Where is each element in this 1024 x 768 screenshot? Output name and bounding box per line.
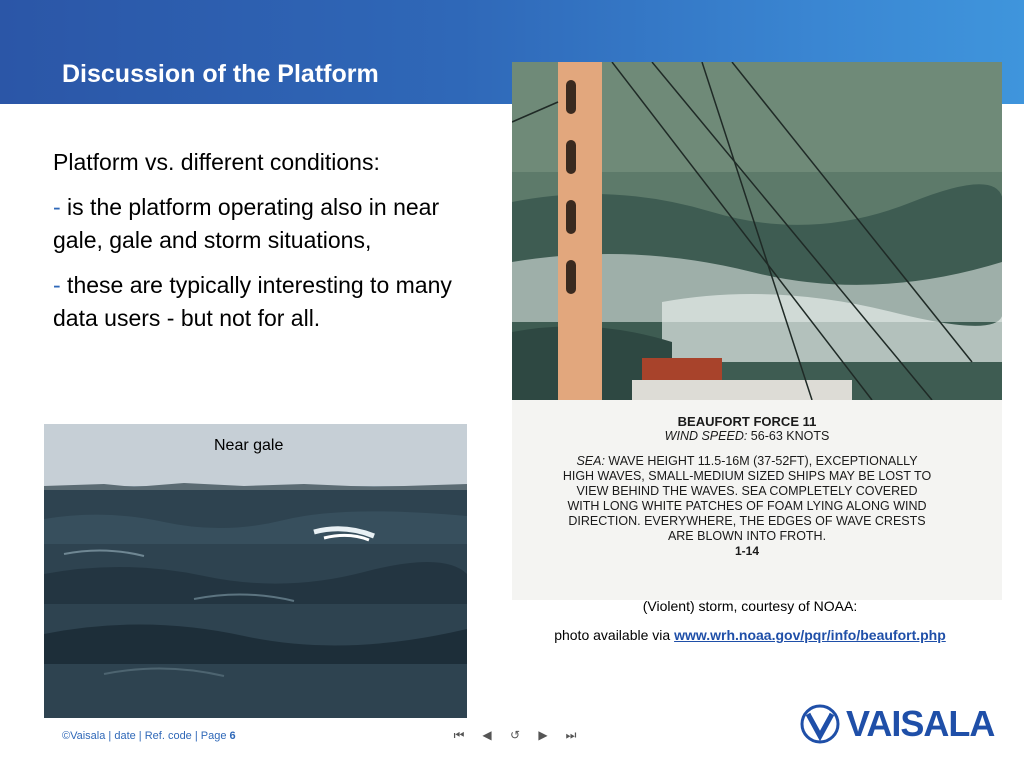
slide-title: Discussion of the Platform <box>62 60 379 88</box>
near-gale-sea-drawing <box>44 424 467 718</box>
beaufort-heading: BEAUFORT FORCE 11 <box>677 414 817 429</box>
return-icon[interactable]: ↺ <box>509 728 521 742</box>
last-slide-icon[interactable]: ⏭ <box>565 728 577 742</box>
bullet-dash: - <box>53 194 61 220</box>
bullet-2 <box>53 269 483 335</box>
sea-line-4: DIRECTION. EVERYWHERE, THE EDGES OF WAVE CRESTS <box>568 514 926 528</box>
link-prefix: photo available via <box>554 627 675 643</box>
sea-line-3: WITH LONG WHITE PATCHES OF FOAM LYING ALONG WIND <box>567 499 927 513</box>
bullet-dash: - <box>53 272 61 298</box>
sea-line-0-text: WAVE HEIGHT 11.5-16M (37-52FT), EXCEPTIONALLY <box>604 454 918 468</box>
near-gale-label: Near gale <box>214 437 284 454</box>
sea-line-2: VIEW BEHIND THE WAVES. SEA COMPLETELY COVERED <box>576 484 918 498</box>
page-ref: 1-14 <box>734 544 760 558</box>
beaufort-link[interactable]: www.wrh.noaa.gov/pqr/info/beaufort.php <box>674 627 946 643</box>
first-slide-icon[interactable]: ⏮ <box>453 728 465 742</box>
wind-label: WIND SPEED: <box>664 429 748 443</box>
storm-caption: (Violent) storm, courtesy of NOAA: <box>642 598 858 614</box>
sea-line-0 <box>512 454 982 469</box>
intro-text: Platform vs. different conditions: <box>53 149 380 175</box>
previous-slide-icon[interactable]: ◀ <box>482 728 492 742</box>
next-slide-icon[interactable]: ▶ <box>538 728 548 742</box>
vaisala-logo <box>800 703 994 745</box>
storm-photo <box>512 62 1002 600</box>
wind-value: 56-63 KNOTS <box>747 429 830 443</box>
sea-label: SEA: <box>576 454 605 468</box>
sea-line-5: ARE BLOWN INTO FROTH. <box>667 529 827 543</box>
link-caption <box>500 627 1000 643</box>
near-gale-photo <box>44 424 467 718</box>
bullet-1-text: is the platform operating also in near gale, gale and storm situations, <box>53 194 440 253</box>
vaisala-logo-mark <box>800 704 840 744</box>
footer-text <box>62 730 236 742</box>
beaufort-description <box>512 414 982 559</box>
page-number: 6 <box>229 730 236 742</box>
logo-wordmark: VAISALA <box>846 703 995 744</box>
slide-navigation <box>452 728 578 743</box>
sea-line-1: HIGH WAVES, SMALL-MEDIUM SIZED SHIPS MAY BE LOST TO <box>562 469 932 483</box>
bullet-1 <box>53 191 483 257</box>
bullet-2-text: these are typically interesting to many data users - but not for all. <box>53 272 452 331</box>
wind-speed-line <box>512 429 982 444</box>
spacer <box>512 444 982 454</box>
bullet-text <box>53 146 483 347</box>
footer-label: ©Vaisala | date | Ref. code | Page <box>62 730 230 742</box>
